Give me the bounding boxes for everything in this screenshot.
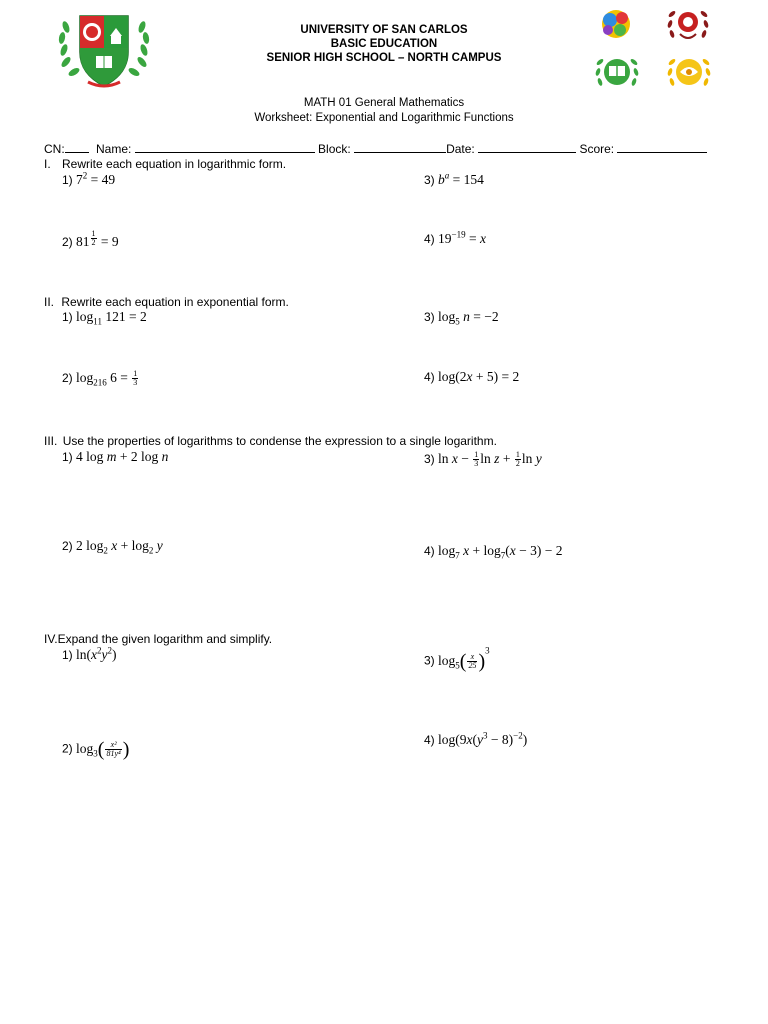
division-name: BASIC EDUCATION [330, 38, 438, 50]
score-label: Score: [579, 142, 615, 156]
section-1-item-4: 4) $19^{-19} = x$ [424, 229, 486, 246]
section-1-item-2: 2) 81 $\frac{1}{2}$ = 9 [62, 229, 119, 249]
section-3-item-1: 1) 4 log m + 2 log n [62, 449, 169, 464]
block-label: Block: [318, 142, 351, 156]
section-4-label: IV. [44, 632, 58, 646]
campus-name: SENIOR HIGH SCHOOL – NORTH CAMPUS [266, 52, 502, 64]
date-label: Date: [446, 142, 475, 156]
section-1-item-1: 1) $7^2 = 49$ [62, 170, 116, 187]
section-4-item-4: 4) $\log(9x(y^3 - 8)^{-2})$ [424, 730, 528, 747]
course-title: MATH 01 General Mathematics [303, 97, 465, 109]
university-name: UNIVERSITY OF SAN CARLOS [300, 24, 468, 36]
section-2-item-3: 3) $\log_5 n = -2$ [424, 309, 499, 327]
section-4-item-3: 3) $\log_5$( $\frac{x}{25}$ )$^3$ [424, 645, 490, 672]
name-blank[interactable] [135, 142, 315, 153]
section-3-label: III. [44, 434, 58, 448]
section-1-item-3: 3) $b^a = 154$ [424, 170, 484, 187]
section-2-item-2: 2) $\log_{216} 6$ = $\frac{1}{3}$ [62, 369, 138, 388]
section-3-item-4: 4) $\log_7 x + \log_7(x - 3) - 2$ [424, 543, 563, 561]
section-4-instruction: Expand the given logarithm and simplify. [57, 632, 273, 646]
section-3-item-3: 3) ln x − $\frac{1}{3}$ ln z + $\frac{1}{2}$ ln y [424, 450, 542, 469]
section-2-label: II. [44, 295, 55, 309]
section-1-instruction: Rewrite each equation in logarithmic form. [62, 157, 287, 171]
cn-label: CN: [44, 142, 65, 156]
section-4-heading [44, 632, 272, 646]
worksheet-title: Worksheet: Exponential and Logarithmic Functions [254, 112, 514, 124]
section-3-item-2: 2) 2 $\log_2 x + \log_2 y$ [62, 538, 163, 556]
section-3-heading [44, 434, 497, 448]
university-seal-logo [50, 8, 158, 94]
cn-blank[interactable] [65, 142, 89, 153]
section-2-item-1: 1) $\log_{11} 121 = 2$ [62, 309, 147, 327]
section-3-instruction: Use the properties of logarithms to condense the expression to a single logarithm. [62, 434, 497, 448]
name-label: Name: [96, 142, 132, 156]
section-4-item-2: 2) $\log_3$( $\frac{\text{x²}}{\text{81y⁴}}$ ) [62, 738, 130, 760]
school-emblems-logo [592, 6, 718, 96]
section-1-heading [44, 157, 286, 171]
section-1-label: I. [44, 157, 51, 171]
section-2-instruction: Rewrite each equation in exponential form. [61, 295, 289, 309]
block-blank[interactable] [354, 142, 446, 153]
section-2-heading [44, 295, 289, 309]
section-4-item-1: 1) $\ln(x^2y^2)$ [62, 645, 117, 662]
score-blank[interactable] [617, 142, 707, 153]
date-blank[interactable] [478, 142, 576, 153]
section-2-item-4: 4) log(2x + 5) = 2 [424, 369, 520, 384]
info-line [44, 142, 707, 156]
